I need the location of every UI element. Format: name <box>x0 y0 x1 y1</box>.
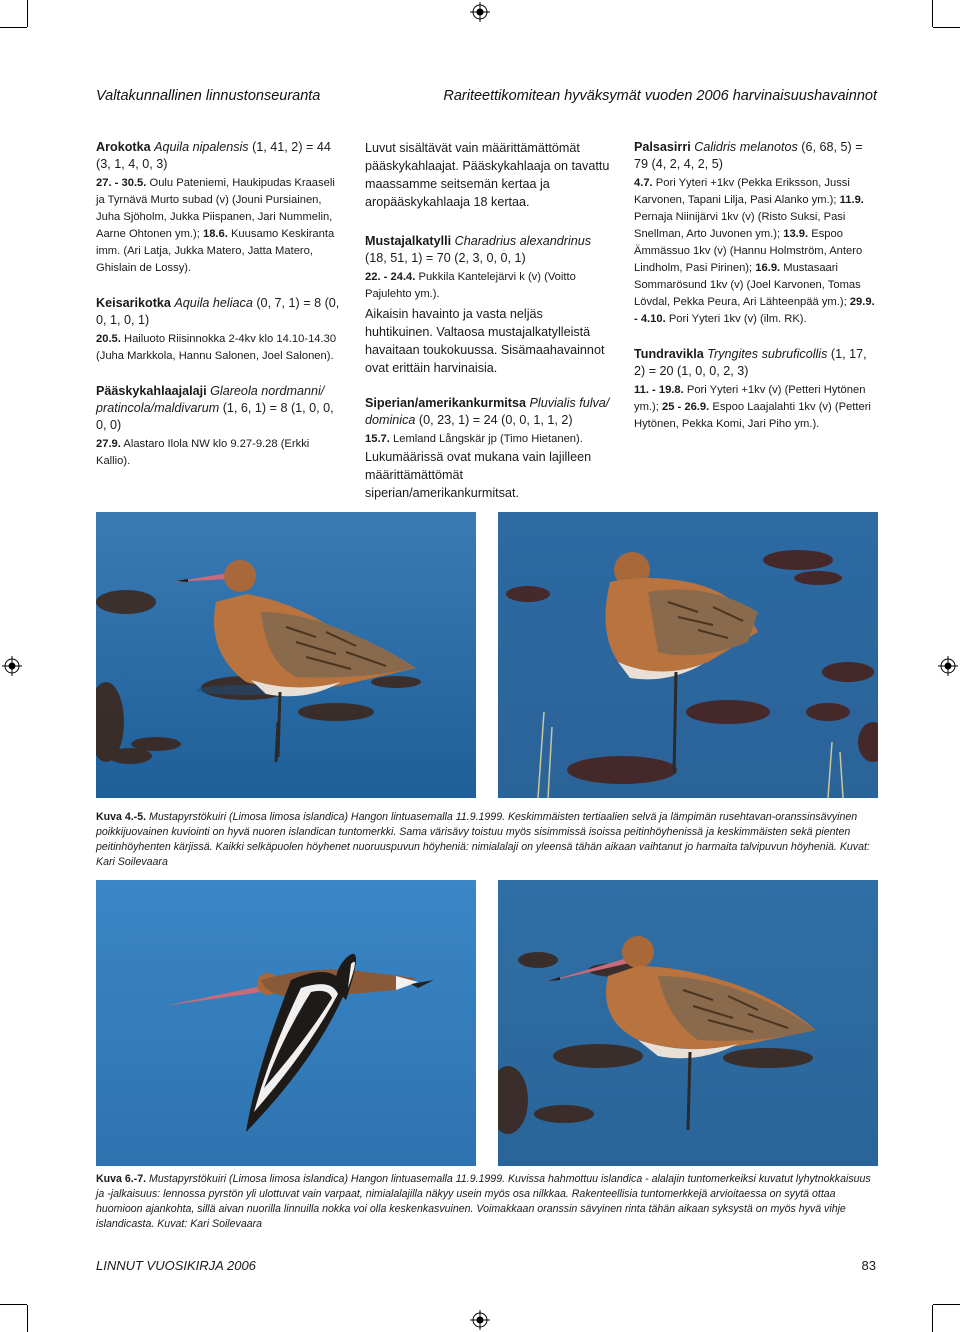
species-heading: Keisarikotka Aquila heliaca (0, 7, 1) = 8 (0, 0, 1, 0, 1) <box>96 296 340 327</box>
species-heading: Siperian/amerikankurmitsa Pluvialis fulva/ dominica (0, 23, 1) = 24 (0, 0, 1, 1, 2) <box>365 396 610 427</box>
crop-mark-bl-v <box>27 1305 28 1332</box>
species-heading: Tundravikla Tryngites subruficollis (1, 17, 2) = 20 (1, 0, 0, 2, 3) <box>634 347 867 378</box>
note-text: Lukumäärissä ovat mukana vain lajilleen määrittämättömät siperian/amerikankurmitsat. <box>365 450 592 500</box>
crop-mark-tl-h <box>0 27 27 28</box>
species-record: 11. - 19.8. Pori Yyteri +1kv (v) (Petteri Hytönen ym.); 25 - 26.9. Espoo Laajalahti 1kv (v) (Petteri Hytönen, Pekka Komi, Jari Piho ym.). <box>634 384 871 430</box>
species-heading: Palsasirri Calidris melanotos (6, 68, 5) = 79 (4, 2, 4, 2, 5) <box>634 140 863 171</box>
crop-mark-tr-h <box>933 27 960 28</box>
running-header-right: Rariteettikomitean hyväksymät vuoden 2006 harvinaisuushavainnot <box>443 88 877 104</box>
photo-godwit-flying <box>96 880 476 1166</box>
photo-godwit-standing <box>96 512 476 798</box>
species-record: 4.7. Pori Yyteri +1kv (Pekka Eriksson, Jussi Karvonen, Tapani Lilja, Pasi Alanko ym.); 11.9. Pernaja Niinijärvi 1kv (v) (Risto Suksi, Pasi Snellman, Arto Juvonen ym.); 13.9. Espoo Ämmässuo 1kv (v) (Hannu Holmström, Antero Lindholm, Pasi Pirinen); 16.9. Mustasaari Sommarösund 1kv (v) (Joel Karvonen, Tomas Lövdal, Pekka Peura, Ari Lähteenpää ym.); 29.9. - 4.10. Pori Yyteri 1kv (v) (ilm. RK). <box>634 177 875 325</box>
figure-caption: Kuva 4.-5. Mustapyrstökuiri (Limosa limosa islandica) Hangon lintuasemalla 11.9.1999. Keskimmäisten tertiaalien selvä ja lämpimän rusehtavan-oranssinsävyinen poikkijuovainen kuviointi on hyvä nuoren islandican tuntomerkki. Sama värisävy toistuu myös sisimmissä isoissa peitinhöyhenissä ja keskimmäisten sekä pienten peitinhöyhenten kärjissä. Kaikki selkäpuolen höyhenet nuoruuspuvun höyheniä: nimialalaji on yleensä tähän aikaan vaihtanut jo harmaita talvipuvun höyheniä. Kuvat: Kari Soilevaara <box>96 811 870 868</box>
crop-mark-tl-v <box>27 0 28 27</box>
photo-godwit-preening <box>498 512 878 798</box>
text-column-2 <box>365 139 610 502</box>
running-header-left: Valtakunnallinen linnustonseuranta <box>96 88 321 104</box>
crop-mark-br-v <box>932 1305 933 1332</box>
figure-caption: Kuva 6.-7. Mustapyrstökuiri (Limosa limosa islandica) Hangon lintuasemalla 11.9.1999. Kuvissa hahmottuu islandica - alalajin tuntomerkeiksi kuvatut lyhytnokkaisuus ja -jalkaisuus: lennossa pyrstön yli ulottuvat vain varpaat, nimialalajilla näkyy usein myös osa nilkkaa. Rakenteellisia tuntomerkkejä arvioitaessa on syytä ottaa huomioon ajankohta, sillä aivan nuorilla linnuilla nokka voi olla keskenkasvuinen. Voimakkaan oranssin sävyinen rinta tähän aikaan syksystä on myös hyvä vihje islandicasta. Kuvat: Kari Soilevaara <box>96 1173 871 1230</box>
note-text: Aikaisin havainto ja vasta neljäs huhtikuinen. Valtaosa mustajalkatylleistä havaitaan toukokuussa. Sisämaahavainnot ovat erittäin harvinaisia. <box>365 307 605 375</box>
species-heading: Pääskykahlaajalaji Glareola nordmanni/ pratincola/maldivarum (1, 6, 1) = 8 (1, 0, 0, 0, 0) <box>96 384 334 432</box>
text-column-3 <box>634 139 879 433</box>
species-record: 27.9. Alastaro Ilola NW klo 9.27-9.28 (Erkki Kallio). <box>96 438 310 467</box>
crop-mark-bl-h <box>0 1304 27 1305</box>
registration-mark-icon <box>470 1310 490 1330</box>
photo-godwit-standing-2 <box>498 880 878 1166</box>
species-record: 15.7. Lemland Långskär jp (Timo Hietanen). <box>365 433 583 445</box>
species-heading: Mustajalkatylli Charadrius alexandrinus (18, 51, 1) = 70 (2, 3, 0, 0, 1) <box>365 234 592 265</box>
species-record: 27. - 30.5. Oulu Pateniemi, Haukipudas Kraaseli ja Tyrnävä Murto subad (v) (Jouni Pursiainen, Juha Sjöholm, Jukka Piispanen, Jari Nummelin, Aarne Ohtonen ym.); 18.6. Kuusamo Keskiranta imm. (Ari Latja, Jukka Matero, Jatta Matero, Ghislain de Lossy). <box>96 177 335 274</box>
crop-mark-br-h <box>933 1304 960 1305</box>
registration-mark-icon <box>2 656 22 676</box>
species-record: 20.5. Hailuoto Riisinnokka 2-4kv klo 14.10-14.30 (Juha Markkola, Hannu Salonen, Joel Salonen). <box>96 333 337 362</box>
registration-mark-icon <box>938 656 958 676</box>
registration-mark-icon <box>470 2 490 22</box>
page-number: 83 <box>861 1258 876 1273</box>
species-record: 22. - 24.4. Pukkila Kantelejärvi k (v) (Voitto Pajulehto ym.). <box>365 271 576 300</box>
text-column-1 <box>96 139 340 470</box>
footer-publication: LINNUT VUOSIKIRJA 2006 <box>96 1258 256 1273</box>
species-heading: Arokotka Aquila nipalensis (1, 41, 2) = 44 (3, 1, 4, 0, 3) <box>96 140 331 171</box>
note-text: Luvut sisältävät vain määrittämättömät pääskykahlaajat. Pääskykahlaaja on tavattu maassamme seitsemän kertaa ja aropääskykahlaaja 18 kertaa. <box>365 141 610 209</box>
crop-mark-tr-v <box>932 0 933 27</box>
